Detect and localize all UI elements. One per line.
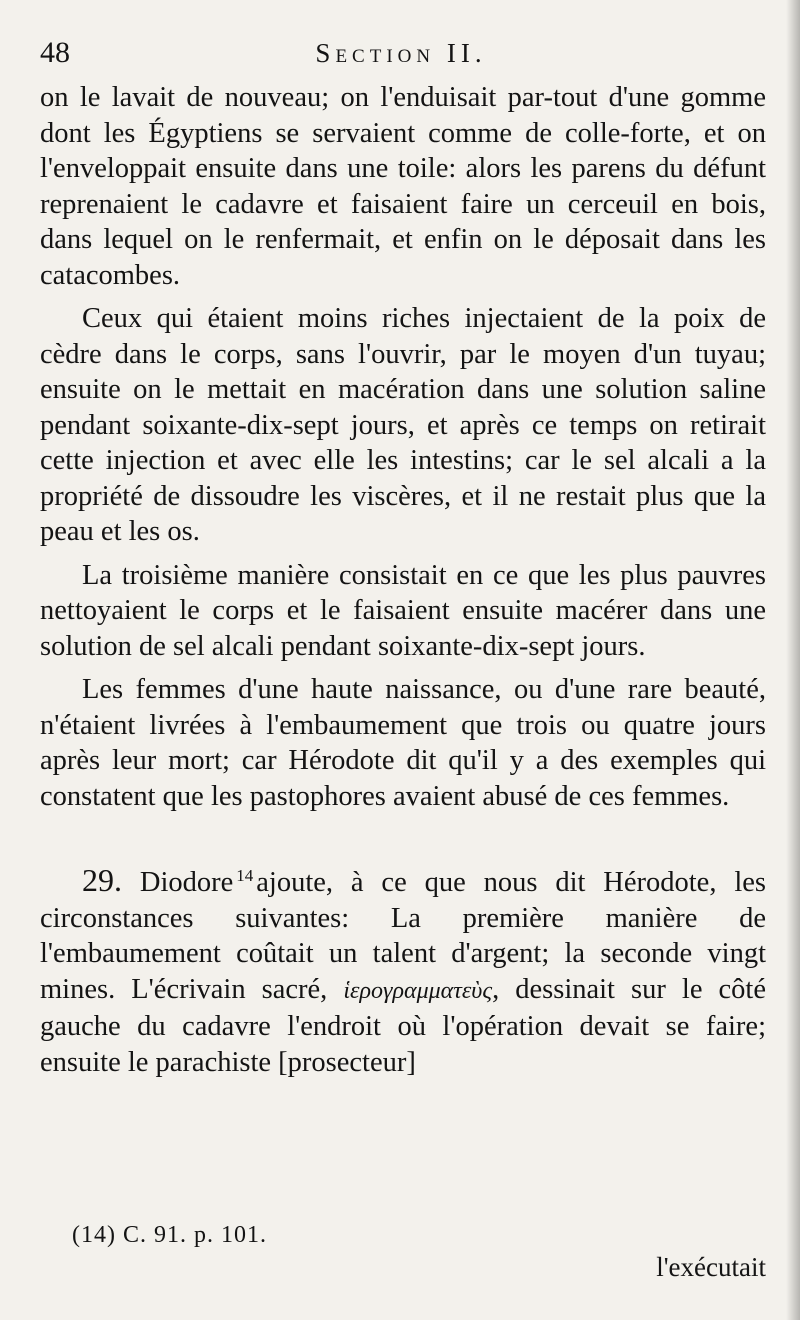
section-text-main: ajoute, à ce que nous dit Hérodote, les circonstances suivantes: La première manière de l'embaumement coûtait un talent d'argent; la seconde vingt mines. L'écrivain sacré, (40, 867, 766, 1005)
running-head: Section II. (315, 38, 487, 68)
section-number: 29. (82, 862, 122, 898)
paragraph-third-method: La troisième manière consistait en ce que les plus pauvres nettoyaient le corps et le faisaient ensuite macérer dans une solution de sel alcali pendant soixante-dix-sept jours. (40, 559, 766, 662)
footnote-reference: 14 (236, 866, 254, 885)
page-number: 48 (40, 36, 70, 69)
catchword: l'exécutait (656, 1252, 766, 1282)
section-text-end: , dessinait sur le côté gauche du cadavre l'endroit où l'opération devait se faire; ensuite le parachiste [prosecteur] (40, 973, 766, 1078)
paragraph-section-29 (40, 858, 766, 1080)
paragraph-continuation: on le lavait de nouveau; on l'enduisait par-tout d'une gomme dont les Égyptiens se servaient comme de colle-forte, et on l'enveloppait ensuite dans une toile: alors les parens du défunt reprenaient le cadavre et faisaient faire un cerceuil en bois, dans lequel on le renfermait, et enfin on le déposait dans les catacombes. (40, 82, 766, 291)
body-text (40, 80, 766, 1080)
page-edge-shadow (786, 0, 800, 1320)
greek-word: ἱερογραμματεὺς (343, 977, 493, 1004)
paragraph-less-wealthy: Ceux qui étaient moins riches injectaient de la poix de cèdre dans le corps, sans l'ouvrir, par le moyen d'un tuyau; ensuite on le mettait en macération dans une solution saline pendant soixante-dix-sept jours, et après ce temps on retirait cette injection et avec elle les intestins; car le sel alcali a la propriété de dissoudre les viscères, et il ne restait plus que la peau et les os. (40, 303, 766, 547)
section-text-start: Diodore (139, 867, 234, 898)
paragraph-women: Les femmes d'une haute naissance, ou d'une rare beauté, n'étaient livrées à l'embaumement que trois ou quatre jours après leur mort; car Hérodote dit qu'il y a des exemples qui constatent que les pastophores avaient abusé de ces femmes. (40, 674, 766, 812)
page-header (36, 34, 766, 74)
footnote: (14) C. 91. p. 101. (72, 1222, 267, 1248)
